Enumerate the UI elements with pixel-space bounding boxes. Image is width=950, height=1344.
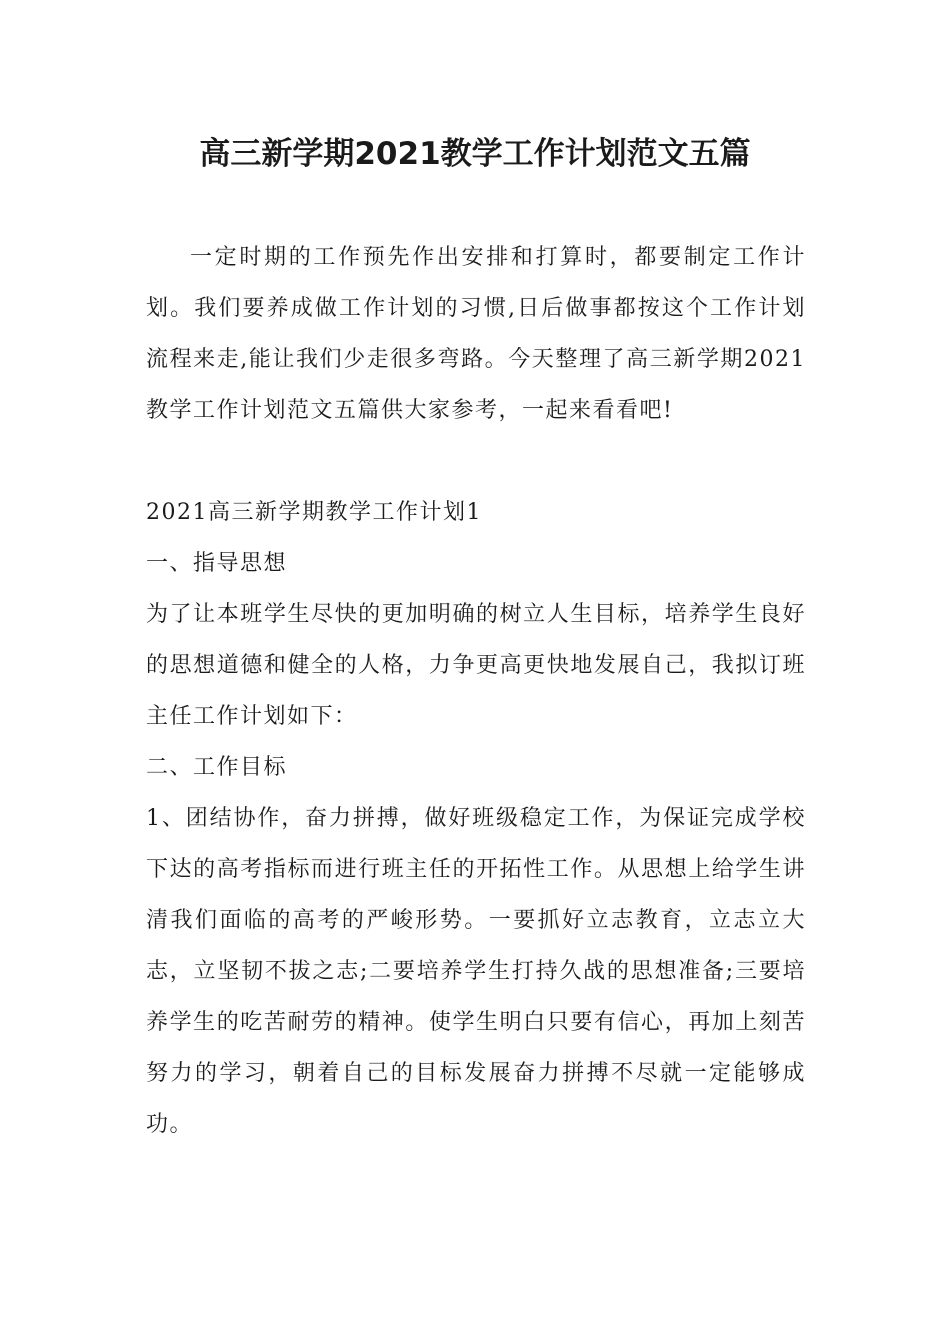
intro-paragraph: 一定时期的工作预先作出安排和打算时，都要制定工作计划。我们要养成做工作计划的习惯,日后做事都按这个工作计划流程来走,能让我们少走很多弯路。今天整理了高三新学期2021教学工作计划范文五篇供大家参考，一起来看看吧! xyxy=(146,245,806,423)
document-title: 高三新学期2021教学工作计划范文五篇 xyxy=(199,136,751,172)
section-heading: 2021高三新学期教学工作计划1 xyxy=(146,500,482,525)
paragraph-spacer xyxy=(146,436,806,487)
document-body xyxy=(146,232,806,1150)
part1-heading: 一、指导思想 xyxy=(146,551,288,576)
part2-heading: 二、工作目标 xyxy=(146,755,288,780)
part2-item-1: 1、团结协作，奋力拼搏，做好班级稳定工作，为保证完成学校下达的高考指标而进行班主任的开拓性工作。从思想上给学生讲清我们面临的高考的严峻形势。一要抓好立志教育，立志立大志，立坚韧不拔之志;二要培养学生打持久战的思想准备;三要培养学生的吃苦耐劳的精神。使学生明白只要有信心，再加上刻苦努力的学习，朝着自己的目标发展奋力拼搏不尽就一定能够成功。 xyxy=(146,806,806,1137)
part1-body: 为了让本班学生尽快的更加明确的树立人生目标，培养学生良好的思想道德和健全的人格，力争更高更快地发展自己，我拟订班主任工作计划如下： xyxy=(146,602,806,729)
